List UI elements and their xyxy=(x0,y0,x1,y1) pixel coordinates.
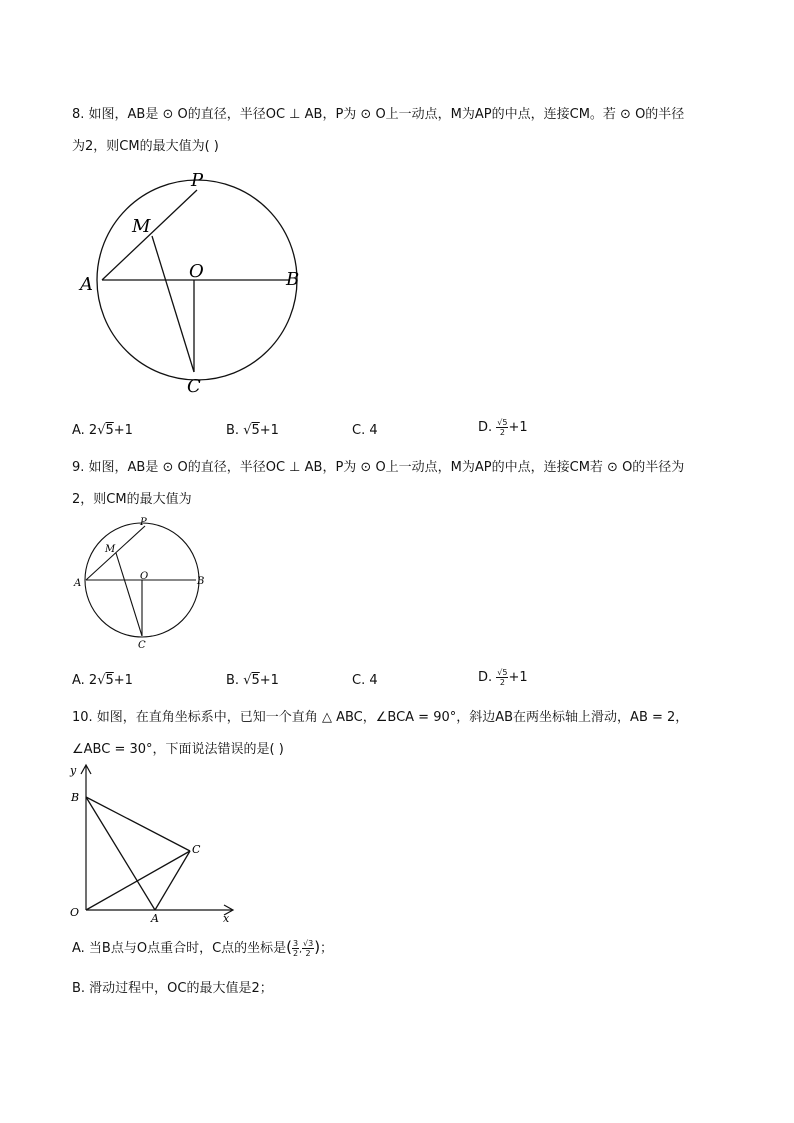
q9-label-b: B xyxy=(197,576,205,587)
q10-segment-oc xyxy=(86,851,190,910)
q8-option-b: B. √5+1 xyxy=(226,423,279,438)
q8-label-b: B xyxy=(286,269,300,290)
q9-text-line1: 9. 如图，AB是 ⊙ O的直径，半径OC ⊥ AB，P为 ⊙ O上一动点，M为AP的中点，连接CM若 ⊙ O的半径为 xyxy=(72,460,685,475)
q10-label-c: C xyxy=(192,843,201,856)
q9-option-c: C. 4 xyxy=(352,673,378,688)
q8-text-line2: 为2，则CM的最大值为( ) xyxy=(72,139,219,154)
q8-label-a: A xyxy=(80,274,93,295)
q9-text-line2: 2，则CM的最大值为 xyxy=(72,492,192,507)
q10-segment-ca xyxy=(155,851,190,910)
q9-circle-figure xyxy=(70,512,210,652)
q10-segment-ab xyxy=(86,797,155,910)
q9-label-c: C xyxy=(138,640,146,651)
q9-label-m: M xyxy=(105,544,116,555)
q9-option-a: A. 2√5+1 xyxy=(72,673,133,688)
q10-option-b: B. 滑动过程中，OC的最大值是2； xyxy=(72,981,273,996)
q9-label-p: P xyxy=(140,517,147,528)
q8-option-a: A. 2√5+1 xyxy=(72,423,133,438)
q8-segment-cm xyxy=(152,236,194,372)
q10-label-a: A xyxy=(151,912,159,925)
q10-coordinate-figure xyxy=(64,760,244,930)
q10-label-b: B xyxy=(71,791,80,804)
q8-label-o: O xyxy=(189,261,204,282)
q8-text-line1: 8. 如图，AB是 ⊙ O的直径，半径OC ⊥ AB，P为 ⊙ O上一动点，M为AP的中点，连接CM。若 ⊙ O的半径 xyxy=(72,107,685,122)
q8-label-c: C xyxy=(187,376,201,397)
q9-label-a: A xyxy=(74,578,82,589)
q10-label-y: y xyxy=(70,764,77,777)
q10-text-line1: 10. 如图，在直角坐标系中，已知一个直角 △ ABC，∠BCA = 90°，斜边AB在两坐标轴上滑动，AB = 2， xyxy=(72,710,689,725)
q10-label-x: x xyxy=(223,912,230,925)
q9-option-d: D. $\frac{√5}{2}$ +1 xyxy=(478,668,528,687)
q8-label-m: M xyxy=(132,216,151,237)
q9-option-b: B. √5+1 xyxy=(226,673,279,688)
q8-label-p: P xyxy=(191,170,204,191)
q9-label-o: O xyxy=(140,571,149,582)
q9-segment-cm xyxy=(116,553,142,636)
q10-segment-bc xyxy=(86,797,190,851)
q9-chord-ap xyxy=(86,526,145,580)
q8-option-c: C. 4 xyxy=(352,423,378,438)
q10-text-line2: ∠ABC = 30°，下面说法错误的是( ) xyxy=(72,742,284,757)
q10-label-o: O xyxy=(70,906,80,919)
q8-circle-figure xyxy=(72,168,312,398)
q8-option-d: D. $\frac{√5}{2}$ +1 xyxy=(478,418,528,437)
q10-option-a: A. 当B点与O点重合时，C点的坐标是( $\frac{3}{2}$ , $\frac{√3}{2}$ )； xyxy=(72,938,334,958)
